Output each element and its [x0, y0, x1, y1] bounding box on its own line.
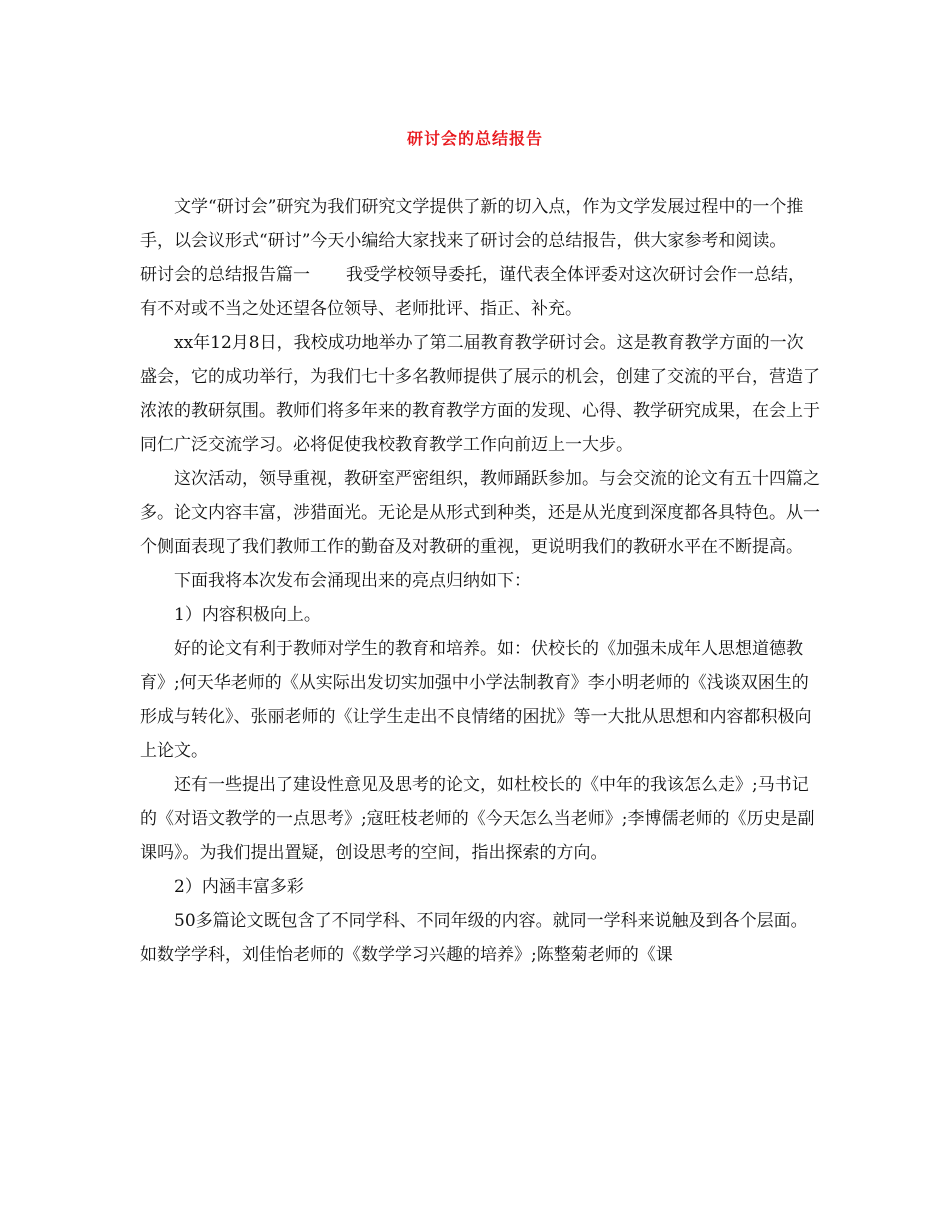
section-text: 我受学校领导委托，谨代表全体评委对这次研讨会作一总结，有不对或不当之处还望各位领导、老师批评、指正、补充。	[140, 265, 805, 319]
document-body	[140, 190, 820, 972]
body-paragraph: 好的论文有利于教师对学生的教育和培养。如：伏校长的《加强未成年人思想道德教育》;何天华老师的《从实际出发切实加强中小学法制教育》李小明老师的《浅谈双困生的形成与转化》、张丽老师的《让学生走出不良情绪的困扰》等一大批从思想和内容都积极向上论文。	[140, 639, 812, 761]
document-title: 研讨会的总结报告	[406, 129, 543, 148]
body-paragraph: 这次活动，领导重视，教研室严密组织，教师踊跃参加。与会交流的论文有五十四篇之多。论文内容丰富，涉猎面光。无论是从形式到种类，还是从光度到深度都各具特色。从一个侧面表现了我们教师工作的勤奋及对教研的重视，更说明我们的教研水平在不断提高。	[140, 469, 820, 557]
section-heading-paragraph	[140, 258, 820, 326]
list-item-heading: 2）内涵丰富多彩	[174, 877, 304, 897]
body-paragraph: 下面我将本次发布会涌现出来的亮点归纳如下：	[174, 571, 531, 591]
body-paragraph: xx年12月8日，我校成功地举办了第二届教育教学研讨会。这是教育教学方面的一次盛会，它的成功举行，为我们七十多名教师提供了展示的机会，创建了交流的平台，营造了浓浓的教研氛围。教师们将多年来的教育教学方面的发现、心得、教学研究成果，在会上于同仁广泛交流学习。必将促使我校教育教学工作向前迈上一大步。	[140, 333, 820, 455]
section-label: 研讨会的总结报告篇一	[140, 265, 310, 285]
body-paragraph: 还有一些提出了建设性意见及思考的论文，如杜校长的《中年的我该怎么走》;马书记的《对语文教学的一点思考》;寇旺枝老师的《今天怎么当老师》;李博儒老师的《历史是副课吗》。为我们提出置疑，创设思考的空间，指出探索的方向。	[140, 775, 815, 863]
body-paragraph: 50多篇论文既包含了不同学科、不同年级的内容。就同一学科来说触及到各个层面。如数学学科，刘佳怡老师的《数学学习兴趣的培养》;陈整菊老师的《课	[140, 911, 808, 965]
list-item-heading: 1）内容积极向上。	[174, 605, 321, 625]
intro-paragraph: 文学“研讨会”研究为我们研究文学提供了新的切入点，作为文学发展过程中的一个推手，以会议形式“研讨”今天小编给大家找来了研讨会的总结报告，供大家参考和阅读。	[140, 197, 804, 251]
